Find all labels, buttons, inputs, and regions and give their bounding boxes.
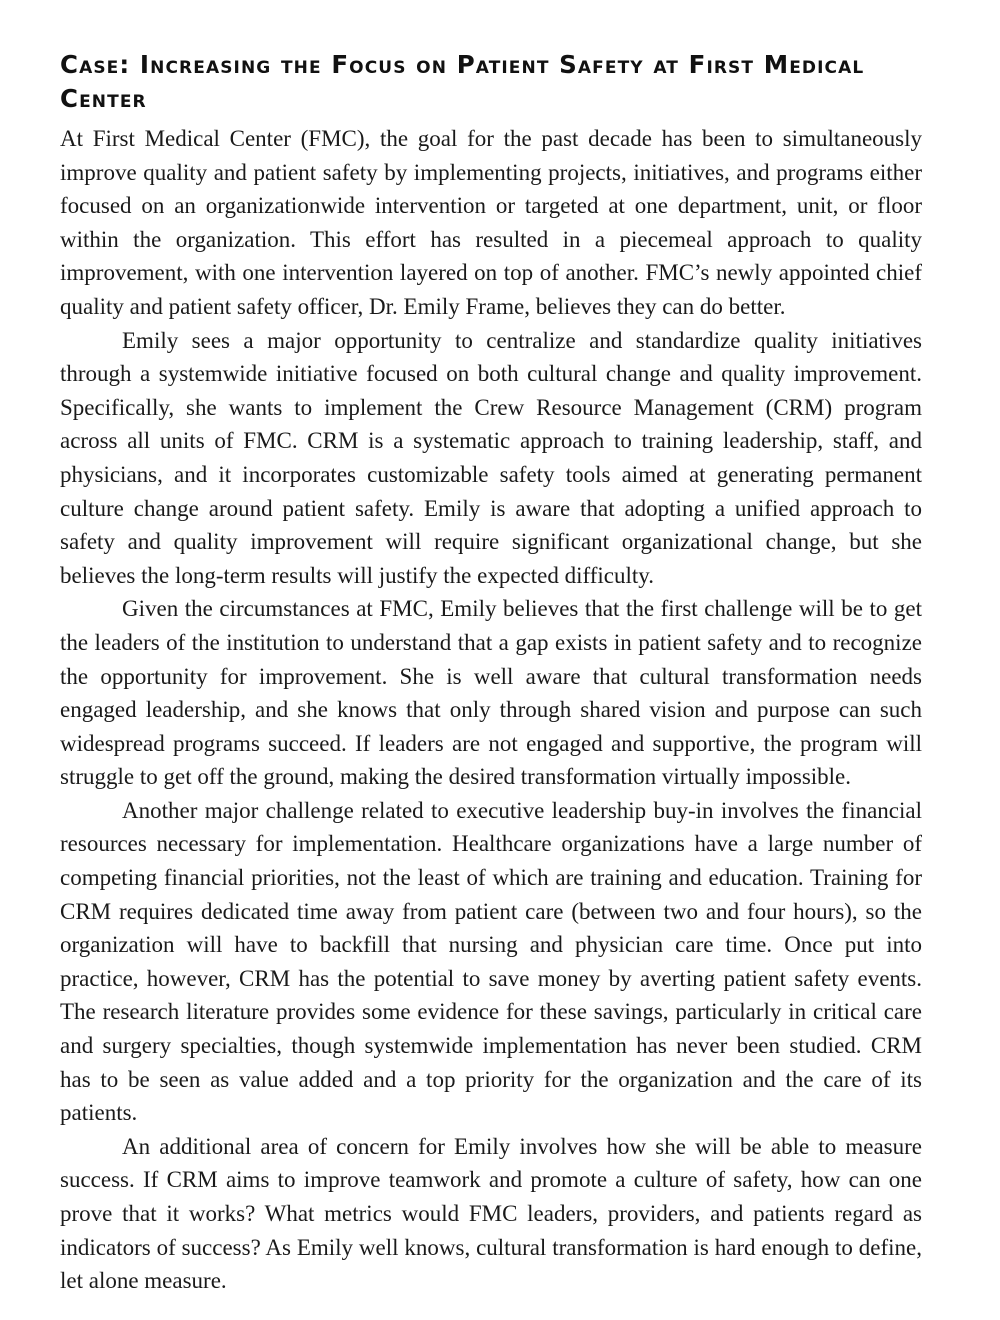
document-page [60,48,922,1298]
paragraph-3: Given the circumstances at FMC, Emily believes that the first challenge will be to get the leaders of the institution to understand that a gap exists in patient safety and to recognize the opportunity for improvement. She is well aware that cultural transformation needs engaged leadership, and she knows that only through shared vision and purpose can such widespread programs succeed. If leaders are not engaged and supportive, the program will struggle to get off the ground, making the desired transformation virtually impossible. [60,596,922,790]
paragraph-1: At First Medical Center (FMC), the goal for the past decade has been to simultaneously improve quality and patient safety by implementing projects, initiatives, and programs either focused on an organizationwide intervention or targeted at one department, unit, or floor within the organization. This effort has resulted in a piecemeal approach to quality improvement, with one intervention layered on top of another. FMC’s newly appointed chief quality and patient safety officer, Dr. Emily Frame, believes they can do better. [60,126,922,319]
case-title: Case: Increasing the Focus on Patient Safety at First Medical Center [60,50,865,113]
paragraph-4: Another major challenge related to executive leadership buy-in involves the financial resources necessary for implementation. Healthcare organizations have a large number of competing financial priorities, not the least of which are training and education. Training for CRM requires dedicated time away from patient care (between two and four hours), so the organization will have to backfill that nursing and physician care time. Once put into practice, however, CRM has the potential to save money by averting patient safety events. The research literature provides some evidence for these savings, particularly in critical care and surgery specialties, though systemwide implementation has never been studied. CRM has to be seen as value added and a top priority for the organization and the care of its patients. [60,797,922,1126]
case-body [60,122,922,1298]
paragraph-5: An additional area of concern for Emily involves how she will be able to measure success. If CRM aims to improve teamwork and promote a culture of safety, how can one prove that it works? What metrics would FMC leaders, providers, and patients regard as indicators of success? As Emily well knows, cultural transformation is hard enough to define, let alone measure. [60,1133,922,1294]
paragraph-2: Emily sees a major opportunity to centralize and standardize quality initiatives through a systemwide initiative focused on both cultural change and quality improvement. Specifically, she wants to implement the Crew Resource Management (CRM) program across all units of FMC. CRM is a systematic approach to training leadership, staff, and physicians, and it incorporates customizable safety tools aimed at generating permanent culture change around patient safety. Emily is aware that adopting a unified approach to safety and quality improvement will require significant organizational change, but she believes the long-term results will justify the expected difficulty. [60,327,922,588]
